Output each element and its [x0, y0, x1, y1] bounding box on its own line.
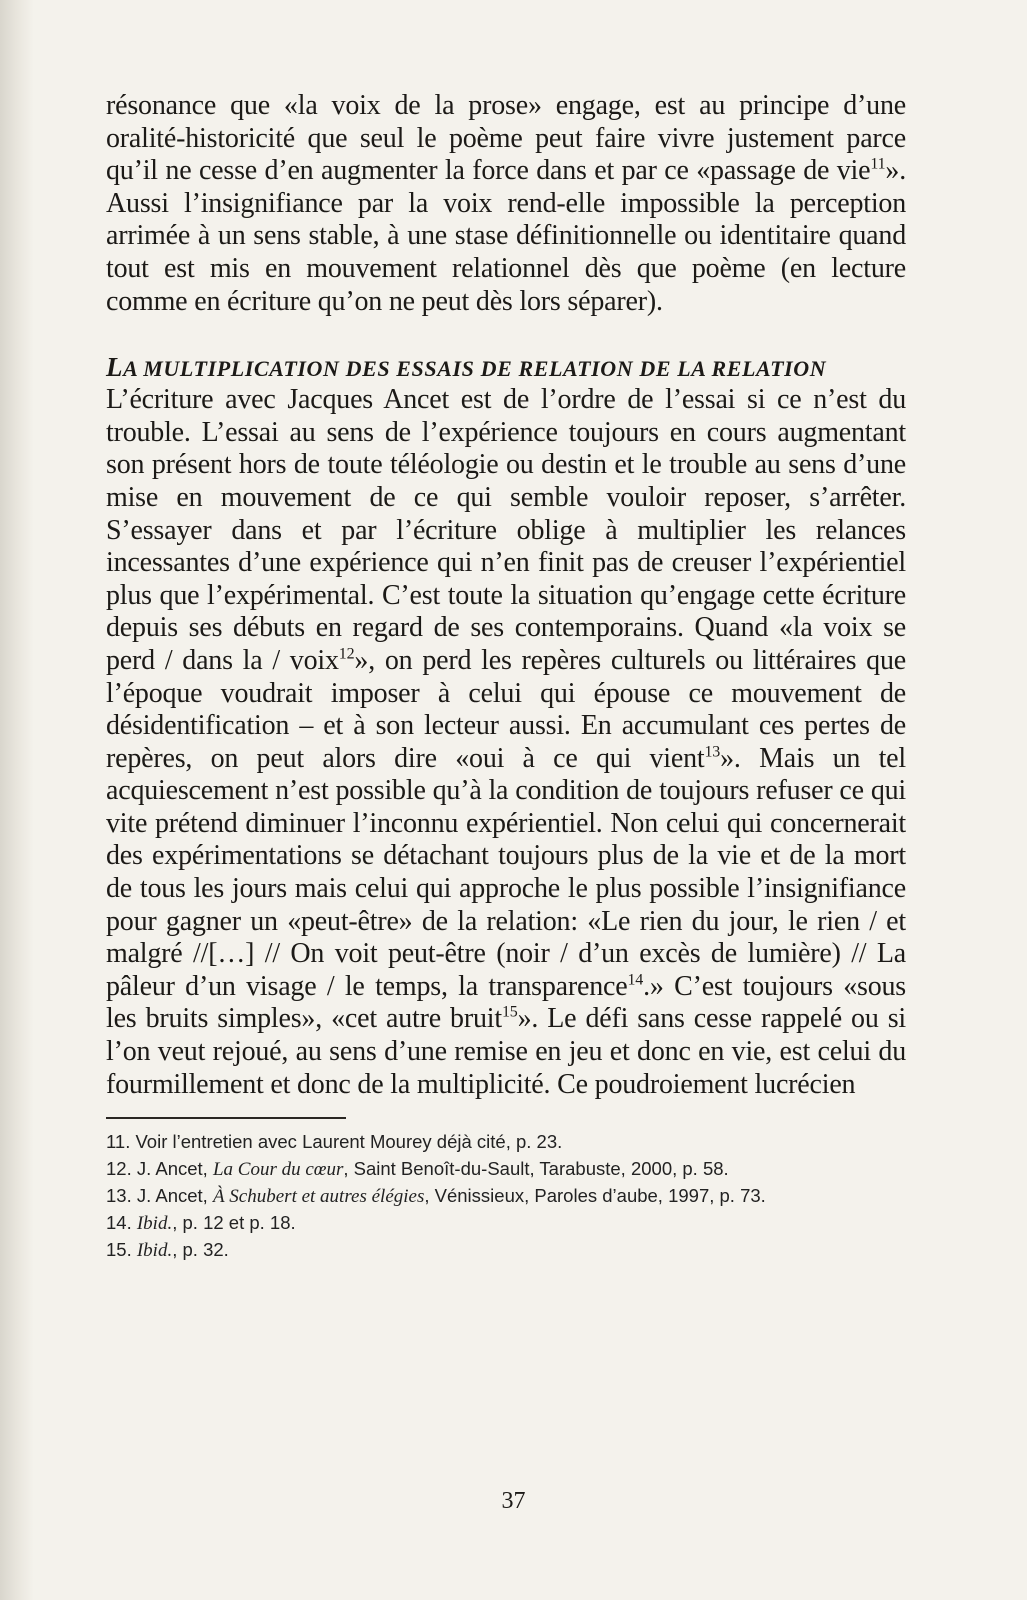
book-page — [106, 90, 906, 1264]
section-heading — [106, 352, 906, 384]
footnotes — [106, 1129, 906, 1264]
footnote-11: 11. Voir l’entretien avec Laurent Mourey déjà cité, p. 23. — [106, 1131, 563, 1153]
footnote-12: 12. J. Ancet, La Cour du cœur, Saint Benoît-du-Sault, Tarabuste, 2000, p. 58. — [106, 1158, 729, 1181]
section-heading-text: A MULTIPLICATION DES ESSAIS DE RELATION DE LA RELATION — [123, 356, 827, 382]
footnote-ref: 13 — [704, 743, 721, 761]
footnote-15: 15. Ibid., p. 32. — [106, 1239, 229, 1262]
footnote-rule — [106, 1117, 346, 1119]
paragraph-text: », on perd les repères culturels ou littéraires que l’époque voudrait imposer à celui qui épouse ce mouvement de désidentification – et à son lecteur aussi. En accumulant ces pertes de repères, on peut alors dire «oui à ce qui vient — [106, 644, 906, 774]
paragraph-text: .» C’est toujours «sous les bruits simples», «cet autre bruit — [106, 970, 907, 1035]
paragraph-text: ». Mais un tel acquiescement n’est possible qu’à la condition de toujours refuser ce qui vite prétend diminuer l’inconnu expérientiel. Non celui qui concernerait des expérimentations se détachant toujours plus de la vie et de la mort de tous les jours mais celui qui approche le plus possible l’insignifiance pour gagner un «peut-être» de la relation: «Le rien du jour, le rien / et malgré //[…] // On voit peut-être (noir / d’un excès de lumière) // La pâleur d’un visage / le temps, la transparence — [106, 742, 906, 1002]
footnote-14: 14. Ibid., p. 12 et p. 18. — [106, 1212, 296, 1235]
section-heading-initial: L — [106, 352, 124, 383]
binding-shadow — [0, 0, 34, 1600]
body-paragraph — [106, 384, 906, 1101]
paragraph-text: résonance que «la voix de la prose» engage, est au principe d’une oralité-historicité que seul le poème peut faire vivre justement parce qu’il ne cesse d’en augmenter la force dans et par ce «passage de vie — [106, 90, 906, 187]
page-number: 37 — [501, 1488, 526, 1514]
footnote-ref: 14 — [627, 971, 644, 989]
paragraph-text: ». Le défi sans cesse rappelé ou si l’on veut rejoué, au sens d’une remise en jeu et donc en vie, est celui du fourmillement et donc de la multiplicité. Ce poudroiement lucrécien — [106, 1003, 906, 1100]
footnote-ref: 15 — [501, 1004, 518, 1022]
footnote-ref: 11 — [870, 155, 886, 173]
paragraph-text: L’écriture avec Jacques Ancet est de l’ordre de l’essai si ce n’est du trouble. L’essai au sens de l’expérience toujours en cours augmentant son présent hors de toute téléologie ou destin et le trouble au sens d’une mise en mouvement de ce qui semble vouloir reposer, s’arrêter. S’essayer dans et par l’écriture oblige à multiplier les relances incessantes d’une expérience qui n’en finit pas de creuser l’expérientiel plus que l’expérimental. C’est toute la situation qu’engage cette écriture depuis ses débuts en regard de ses contemporains. Quand «la voix se perd / dans la / voix — [106, 384, 906, 676]
paragraph-text: ». Aussi l’insignifiance par la voix rend-elle impossible la perception arrimée à un sens stable, à une stase définitionnelle ou identitaire quand tout est mis en mouvement relationnel dès que poème (en lecture comme en écriture qu’on ne peut dès lors séparer). — [106, 155, 906, 317]
footnote-13: 13. J. Ancet, À Schubert et autres élégies, Vénissieux, Paroles d’aube, 1997, p. 73. — [106, 1185, 766, 1208]
footnote-ref: 12 — [338, 645, 355, 663]
opening-paragraph — [106, 90, 906, 318]
